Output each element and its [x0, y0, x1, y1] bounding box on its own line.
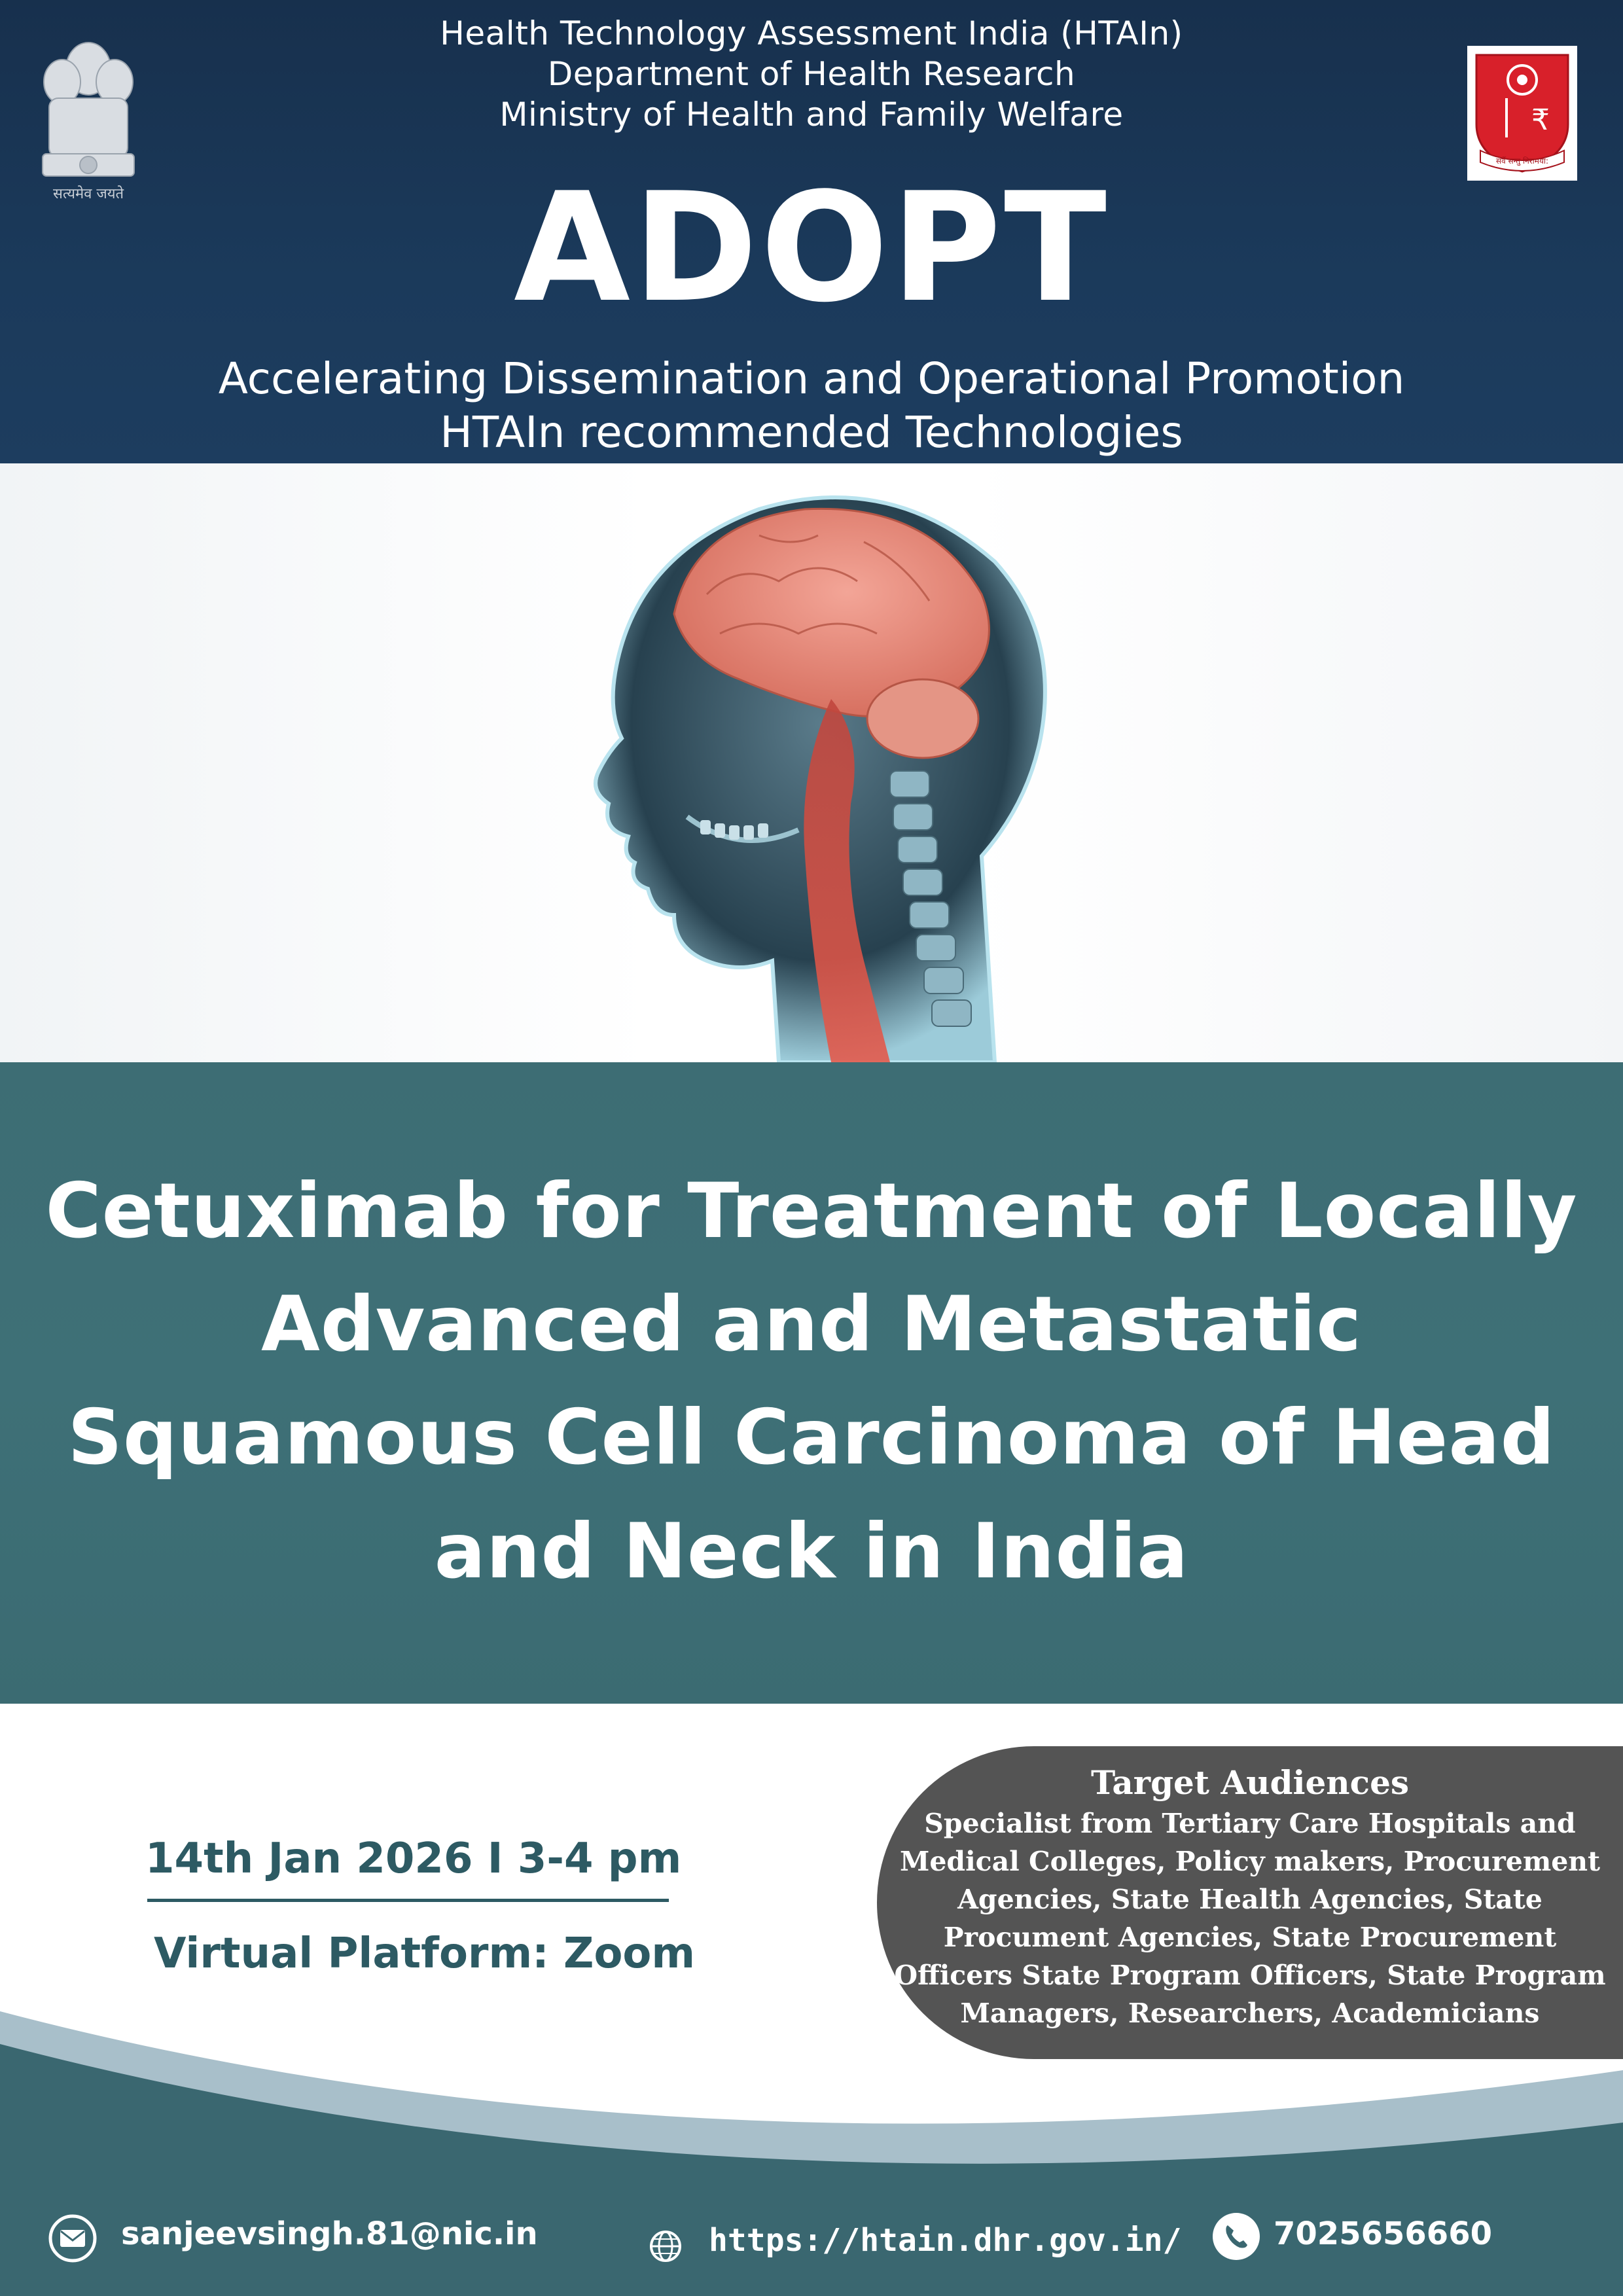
audience-line: Medical Colleges, Policy makers, Procurement — [899, 1846, 1601, 1877]
department-name: Department of Health Research — [547, 55, 1076, 93]
audience-line: Specialist from Tertiary Care Hospitals and — [924, 1808, 1576, 1839]
audience-line: Managers, Researchers, Academicians — [960, 1998, 1540, 2029]
dhr-logo-icon — [1467, 46, 1577, 181]
topic-title-line4: and Neck in India — [434, 1507, 1189, 1596]
email-link[interactable]: sanjeevsingh.81@nic.in — [121, 2215, 538, 2252]
event-date-time: 14th Jan 2026 I 3-4 pm — [145, 1835, 682, 1883]
ministry-name: Ministry of Health and Family Welfare — [499, 96, 1124, 134]
logo-motto: सर्वे सन्तु निरामया: — [1495, 156, 1549, 166]
logo-rupee-symbol: ₹ — [1531, 103, 1550, 137]
org-name: Health Technology Assessment India (HTAIn) — [440, 14, 1183, 52]
hero-image-area — [0, 463, 1623, 1062]
topic-title-band — [0, 1062, 1623, 1704]
audience-line: Procument Agencies, State Procurement — [943, 1922, 1557, 1953]
emblem-caption: सत्यमेव जयते — [52, 186, 124, 202]
website-link[interactable]: https://htain.dhr.gov.in/ — [709, 2222, 1182, 2259]
program-subtitle-line2: HTAIn recommended Technologies — [440, 407, 1183, 457]
phone-icon — [1211, 2211, 1262, 2262]
topic-title-line3: Squamous Cell Carcinoma of Head — [67, 1393, 1556, 1482]
phone-link[interactable]: 7025656660 — [1274, 2215, 1492, 2252]
event-platform: Virtual Platform: Zoom — [154, 1929, 696, 1978]
event-details-section — [0, 1704, 1623, 2296]
audience-line: Agencies, State Health Agencies, State — [957, 1884, 1543, 1915]
audience-line: Officers State Program Officers, State Program — [894, 1960, 1606, 1991]
program-subtitle-line1: Accelerating Dissemination and Operational Promotion — [218, 353, 1405, 404]
envelope-icon — [47, 2213, 98, 2264]
topic-title-line1: Cetuximab for Treatment of Locally — [45, 1167, 1578, 1255]
date-underline — [147, 1899, 669, 1902]
header-banner — [0, 0, 1623, 463]
program-acronym: ADOPT — [514, 161, 1109, 336]
head-neck-xray-illustration — [524, 463, 1113, 1062]
topic-title-line2: Advanced and Metastatic — [260, 1280, 1362, 1369]
audience-heading: Target Audiences — [1090, 1763, 1410, 1802]
globe-icon — [640, 2221, 691, 2272]
target-audience-panel — [877, 1746, 1623, 2059]
